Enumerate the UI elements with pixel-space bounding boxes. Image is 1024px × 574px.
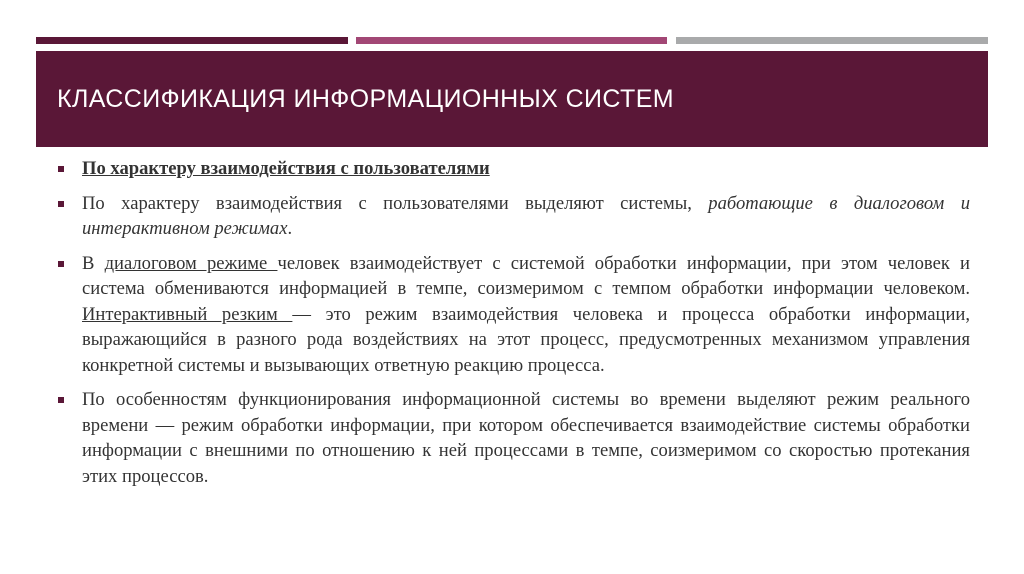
bullet-square-icon	[58, 261, 64, 267]
slide-content	[58, 156, 970, 498]
section-heading: По характеру взаимодействия с пользователями	[82, 158, 490, 179]
stripe-dark	[36, 37, 348, 44]
list-item	[58, 156, 970, 182]
list-item	[58, 251, 970, 379]
item-text: В	[82, 252, 105, 274]
item-text: По особенностям функционирования информационной системы во времени выделяют режим реального времени — режим обработки информации, при котором обеспечивается взаимодействие системы обработки информации с внешними по отношению к ней процессами в темпе, соизмеримом со скоростью протекания этих процессов.	[82, 389, 970, 487]
list-item	[58, 387, 970, 489]
decorative-stripes	[36, 37, 988, 45]
item-text: — это режим взаимодействия человека и процесса обработки информации, выражающийся в разного рода воздействиях на этот процесс, предусмотренных механизмом управления конкретной системы и вызывающих ответную реакцию процесса.	[82, 303, 970, 376]
bullet-square-icon	[58, 166, 64, 172]
term-dialog-mode: диалоговом режиме	[104, 252, 278, 274]
item-text: человек взаимодействует с системой обработки информации, при этом человек и система обмениваются информацией в темпе, соизмеримом с темпом обработки информации человеком.	[82, 252, 970, 299]
stripe-mid	[356, 37, 667, 44]
item-italic-text: работающие в диалоговом и интерактивном режимах	[82, 192, 970, 239]
list-item	[58, 191, 970, 242]
title-band	[36, 51, 988, 147]
bullet-square-icon	[58, 201, 64, 207]
item-text: .	[287, 218, 293, 239]
term-interactive-mode: Интерактивный резким	[82, 303, 293, 325]
item-text: По характеру взаимодействия с пользователями выделяют системы,	[82, 192, 709, 214]
slide-title: КЛАССИФИКАЦИЯ ИНФОРМАЦИОННЫХ СИСТЕМ	[57, 84, 675, 113]
bullet-square-icon	[58, 397, 64, 403]
stripe-light	[676, 37, 988, 44]
